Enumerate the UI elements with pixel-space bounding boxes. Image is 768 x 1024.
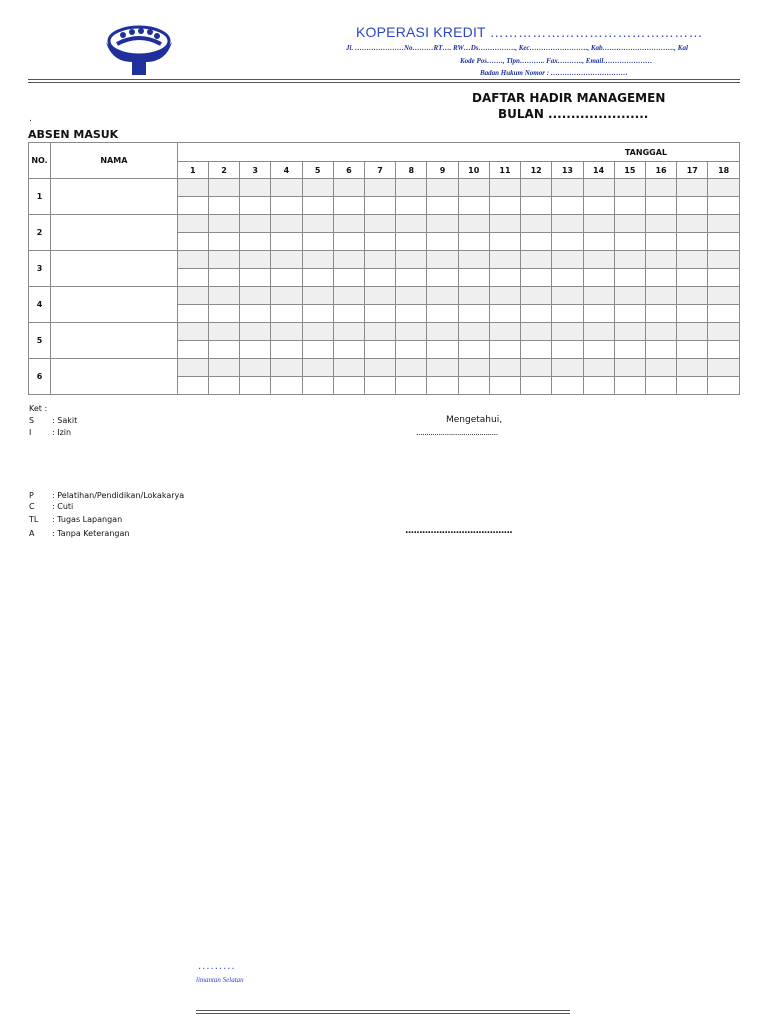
attendance-cell[interactable] (240, 323, 271, 341)
attendance-cell[interactable] (583, 323, 614, 341)
attendance-cell[interactable] (552, 233, 583, 251)
attendance-cell[interactable] (708, 341, 740, 359)
attendance-cell[interactable] (489, 341, 520, 359)
attendance-cell[interactable] (333, 305, 364, 323)
contact-line: Kode Pos……., Tlpn……….. Fax……….., Email………………… (460, 57, 653, 65)
legend-key: C (29, 502, 35, 511)
header-divider (28, 82, 740, 83)
col-name-header: NAMA (51, 143, 178, 179)
attendance-cell[interactable] (177, 233, 208, 251)
attendance-cell[interactable] (302, 287, 333, 305)
attendance-cell[interactable] (333, 251, 364, 269)
footer-dots: ......... (198, 961, 236, 972)
attendance-cell[interactable] (208, 215, 239, 233)
row-number: 1 (29, 179, 51, 215)
attendance-cell[interactable] (677, 197, 708, 215)
attendance-cell[interactable] (208, 287, 239, 305)
day-header: 10 (458, 162, 489, 179)
attendance-cell[interactable] (552, 359, 583, 377)
attendance-cell[interactable] (552, 179, 583, 197)
attendance-cell[interactable] (364, 341, 395, 359)
attendance-cell[interactable] (521, 251, 552, 269)
signature-name-line: ...................................... (405, 526, 513, 536)
day-header: 4 (271, 162, 302, 179)
attendance-cell[interactable] (583, 377, 614, 395)
name-cell[interactable] (51, 215, 178, 251)
attendance-cell[interactable] (333, 197, 364, 215)
attendance-cell[interactable] (645, 233, 676, 251)
day-header: 15 (614, 162, 645, 179)
document-month: BULAN ...................... (498, 107, 649, 121)
day-header: 16 (645, 162, 676, 179)
row-number: 3 (29, 251, 51, 287)
attendance-cell[interactable] (708, 287, 740, 305)
attendance-cell[interactable] (396, 215, 427, 233)
attendance-cell[interactable] (645, 305, 676, 323)
attendance-cell[interactable] (645, 179, 676, 197)
attendance-cell[interactable] (302, 269, 333, 287)
attendance-cell[interactable] (302, 233, 333, 251)
day-header: 6 (333, 162, 364, 179)
attendance-cell[interactable] (583, 179, 614, 197)
row-number: 2 (29, 215, 51, 251)
attendance-cell[interactable] (427, 233, 458, 251)
attendance-cell[interactable] (302, 179, 333, 197)
attendance-cell[interactable] (302, 359, 333, 377)
attendance-cell[interactable] (458, 197, 489, 215)
attendance-cell[interactable] (396, 287, 427, 305)
attendance-cell[interactable] (458, 233, 489, 251)
attendance-cell[interactable] (427, 323, 458, 341)
attendance-cell[interactable] (614, 341, 645, 359)
attendance-cell[interactable] (364, 233, 395, 251)
attendance-cell[interactable] (645, 251, 676, 269)
attendance-cell[interactable] (458, 377, 489, 395)
attendance-cell[interactable] (177, 251, 208, 269)
table-row (29, 179, 740, 197)
address-line: Jl. …………………No………RT…. RW…Ds……………., Kec……………………., Kab…………………………., Kal (346, 44, 688, 52)
attendance-cell[interactable] (333, 233, 364, 251)
attendance-cell[interactable] (521, 359, 552, 377)
attendance-cell[interactable] (489, 215, 520, 233)
attendance-cell[interactable] (708, 377, 740, 395)
attendance-cell[interactable] (396, 359, 427, 377)
attendance-cell[interactable] (708, 197, 740, 215)
attendance-cell[interactable] (208, 323, 239, 341)
attendance-cell[interactable] (302, 341, 333, 359)
attendance-cell[interactable] (333, 359, 364, 377)
attendance-cell[interactable] (177, 215, 208, 233)
attendance-cell[interactable] (645, 287, 676, 305)
row-number: 5 (29, 323, 51, 359)
attendance-cell[interactable] (271, 305, 302, 323)
attendance-cell[interactable] (677, 215, 708, 233)
attendance-cell[interactable] (708, 305, 740, 323)
attendance-cell[interactable] (677, 251, 708, 269)
attendance-cell[interactable] (552, 287, 583, 305)
attendance-cell[interactable] (458, 305, 489, 323)
legend-label: : Cuti (52, 502, 74, 511)
attendance-cell[interactable] (240, 359, 271, 377)
attendance-cell[interactable] (396, 197, 427, 215)
attendance-cell[interactable] (208, 251, 239, 269)
table-row (29, 215, 740, 233)
attendance-cell[interactable] (521, 197, 552, 215)
section-title: ABSEN MASUK (28, 128, 119, 141)
attendance-cell[interactable] (208, 233, 239, 251)
attendance-cell[interactable] (489, 179, 520, 197)
day-header: 3 (240, 162, 271, 179)
name-cell[interactable] (51, 287, 178, 323)
attendance-cell[interactable] (364, 269, 395, 287)
attendance-cell[interactable] (645, 215, 676, 233)
attendance-cell[interactable] (177, 359, 208, 377)
attendance-cell[interactable] (271, 269, 302, 287)
col-date-group-header: TANGGAL (177, 143, 739, 162)
table-row (29, 287, 740, 305)
legend-key: A (29, 529, 35, 538)
attendance-cell[interactable] (614, 197, 645, 215)
attendance-cell[interactable] (677, 305, 708, 323)
legend-heading: Ket : (29, 404, 48, 413)
attendance-cell[interactable] (177, 287, 208, 305)
legend-label: : Pelatihan/Pendidikan/Lokakarya (52, 491, 185, 500)
attendance-cell[interactable] (302, 251, 333, 269)
attendance-cell[interactable] (645, 323, 676, 341)
attendance-cell[interactable] (458, 215, 489, 233)
attendance-cell[interactable] (489, 359, 520, 377)
attendance-cell[interactable] (427, 215, 458, 233)
day-header: 18 (708, 162, 740, 179)
attendance-cell[interactable] (583, 233, 614, 251)
attendance-cell[interactable] (240, 377, 271, 395)
legend-item (29, 416, 77, 425)
name-cell[interactable] (51, 359, 178, 395)
attendance-cell[interactable] (614, 179, 645, 197)
attendance-cell[interactable] (677, 287, 708, 305)
attendance-cell[interactable] (708, 269, 740, 287)
row-number: 4 (29, 287, 51, 323)
attendance-cell[interactable] (271, 323, 302, 341)
attendance-cell[interactable] (427, 341, 458, 359)
attendance-cell[interactable] (614, 233, 645, 251)
col-no-header: NO. (29, 143, 51, 179)
attendance-cell[interactable] (645, 341, 676, 359)
attendance-cell[interactable] (489, 269, 520, 287)
attendance-cell[interactable] (177, 341, 208, 359)
footer-divider (196, 1013, 570, 1014)
attendance-cell[interactable] (521, 377, 552, 395)
attendance-cell[interactable] (521, 305, 552, 323)
attendance-cell[interactable] (614, 305, 645, 323)
attendance-cell[interactable] (645, 197, 676, 215)
attendance-cell[interactable] (552, 377, 583, 395)
attendance-cell[interactable] (427, 305, 458, 323)
legend-label: : Tanpa Keterangan (52, 529, 130, 538)
attendance-table (28, 142, 740, 395)
attendance-cell[interactable] (552, 341, 583, 359)
day-header: 8 (396, 162, 427, 179)
attendance-cell[interactable] (552, 305, 583, 323)
day-header: 5 (302, 162, 333, 179)
attendance-cell[interactable] (489, 305, 520, 323)
attendance-cell[interactable] (396, 341, 427, 359)
name-cell[interactable] (51, 179, 178, 215)
attendance-cell[interactable] (364, 251, 395, 269)
document-title: DAFTAR HADIR MANAGEMEN (472, 91, 666, 105)
attendance-cell[interactable] (614, 377, 645, 395)
attendance-cell[interactable] (271, 341, 302, 359)
attendance-cell[interactable] (302, 323, 333, 341)
legend-label: : Sakit (52, 416, 78, 425)
attendance-cell[interactable] (427, 359, 458, 377)
attendance-cell[interactable] (364, 323, 395, 341)
attendance-cell[interactable] (364, 197, 395, 215)
attendance-cell[interactable] (677, 269, 708, 287)
attendance-cell[interactable] (364, 359, 395, 377)
table-header-row (29, 143, 740, 162)
day-header: 13 (552, 162, 583, 179)
name-cell[interactable] (51, 323, 178, 359)
attendance-cell[interactable] (271, 197, 302, 215)
attendance-cell[interactable] (271, 377, 302, 395)
attendance-cell[interactable] (458, 323, 489, 341)
legend-item (29, 529, 129, 538)
dot-mark: . (29, 114, 32, 124)
attendance-cell[interactable] (302, 305, 333, 323)
attendance-cell[interactable] (364, 287, 395, 305)
attendance-cell[interactable] (208, 179, 239, 197)
signature-place-line: ........................................ (416, 428, 498, 437)
attendance-cell[interactable] (333, 179, 364, 197)
legend-key: TL (29, 515, 39, 524)
attendance-cell[interactable] (302, 215, 333, 233)
attendance-cell[interactable] (677, 341, 708, 359)
signature-label: Mengetahui, (446, 415, 503, 425)
attendance-cell[interactable] (708, 359, 740, 377)
day-header: 7 (364, 162, 395, 179)
attendance-cell[interactable] (677, 377, 708, 395)
attendance-cell[interactable] (521, 323, 552, 341)
attendance-cell[interactable] (177, 305, 208, 323)
name-cell[interactable] (51, 251, 178, 287)
attendance-cell[interactable] (396, 305, 427, 323)
table-row (29, 323, 740, 341)
legend-key: S (29, 416, 35, 425)
attendance-cell[interactable] (614, 323, 645, 341)
attendance-cell[interactable] (521, 341, 552, 359)
attendance-cell[interactable] (271, 251, 302, 269)
table-row (29, 359, 740, 377)
attendance-cell[interactable] (177, 197, 208, 215)
attendance-cell[interactable] (208, 305, 239, 323)
attendance-cell[interactable] (614, 251, 645, 269)
attendance-cell[interactable] (208, 197, 239, 215)
attendance-cell[interactable] (333, 215, 364, 233)
attendance-cell[interactable] (708, 323, 740, 341)
attendance-cell[interactable] (271, 359, 302, 377)
attendance-cell[interactable] (552, 323, 583, 341)
legend-key: I (29, 428, 32, 437)
attendance-cell[interactable] (458, 287, 489, 305)
attendance-cell[interactable] (645, 377, 676, 395)
attendance-cell[interactable] (614, 287, 645, 305)
attendance-cell[interactable] (521, 215, 552, 233)
attendance-cell[interactable] (708, 233, 740, 251)
legend-item (29, 515, 122, 524)
attendance-cell[interactable] (521, 269, 552, 287)
attendance-cell[interactable] (240, 287, 271, 305)
attendance-cell[interactable] (614, 269, 645, 287)
day-header: 14 (583, 162, 614, 179)
attendance-cell[interactable] (240, 197, 271, 215)
attendance-cell[interactable] (240, 233, 271, 251)
attendance-cell[interactable] (333, 287, 364, 305)
attendance-cell[interactable] (208, 269, 239, 287)
attendance-cell[interactable] (489, 377, 520, 395)
attendance-cell[interactable] (489, 287, 520, 305)
legal-number-line: Badan Hukum Nomor : …………………………… (480, 69, 628, 77)
legend-label: : Izin (52, 428, 72, 437)
attendance-cell[interactable] (333, 341, 364, 359)
attendance-cell[interactable] (208, 359, 239, 377)
attendance-cell[interactable] (458, 359, 489, 377)
day-header: 2 (208, 162, 239, 179)
attendance-cell[interactable] (271, 179, 302, 197)
attendance-cell[interactable] (645, 269, 676, 287)
attendance-cell[interactable] (208, 341, 239, 359)
attendance-cell[interactable] (489, 323, 520, 341)
attendance-cell[interactable] (614, 215, 645, 233)
legend-label: : Tugas Lapangan (52, 515, 123, 524)
attendance-cell[interactable] (177, 179, 208, 197)
attendance-cell[interactable] (240, 251, 271, 269)
attendance-cell[interactable] (708, 179, 740, 197)
attendance-cell[interactable] (677, 233, 708, 251)
attendance-cell[interactable] (333, 323, 364, 341)
cooperative-logo-icon (100, 22, 178, 78)
day-header: 1 (177, 162, 208, 179)
attendance-cell[interactable] (396, 251, 427, 269)
attendance-cell[interactable] (427, 377, 458, 395)
org-title: KOPERASI KREDIT ……………………………………… (356, 24, 703, 40)
attendance-cell[interactable] (489, 233, 520, 251)
day-header: 11 (489, 162, 520, 179)
attendance-cell[interactable] (521, 233, 552, 251)
attendance-cell[interactable] (458, 251, 489, 269)
attendance-cell[interactable] (364, 215, 395, 233)
attendance-cell[interactable] (552, 251, 583, 269)
attendance-cell[interactable] (177, 377, 208, 395)
attendance-cell[interactable] (240, 179, 271, 197)
attendance-cell[interactable] (396, 269, 427, 287)
attendance-cell[interactable] (583, 197, 614, 215)
attendance-cell[interactable] (708, 251, 740, 269)
attendance-cell[interactable] (489, 251, 520, 269)
attendance-cell[interactable] (583, 215, 614, 233)
attendance-cell[interactable] (240, 269, 271, 287)
attendance-cell[interactable] (645, 359, 676, 377)
row-number: 6 (29, 359, 51, 395)
attendance-cell[interactable] (521, 287, 552, 305)
legend-item (29, 502, 73, 511)
attendance-cell[interactable] (302, 197, 333, 215)
attendance-cell[interactable] (614, 359, 645, 377)
attendance-cell[interactable] (583, 269, 614, 287)
attendance-cell[interactable] (396, 179, 427, 197)
attendance-cell[interactable] (240, 215, 271, 233)
table-row (29, 251, 740, 269)
attendance-cell[interactable] (552, 197, 583, 215)
attendance-cell[interactable] (677, 179, 708, 197)
attendance-cell[interactable] (458, 179, 489, 197)
attendance-cell[interactable] (364, 179, 395, 197)
attendance-cell[interactable] (427, 287, 458, 305)
attendance-cell[interactable] (583, 287, 614, 305)
attendance-cell[interactable] (677, 359, 708, 377)
attendance-cell[interactable] (583, 341, 614, 359)
legend-item (29, 491, 184, 500)
attendance-cell[interactable] (708, 215, 740, 233)
legend-item (29, 428, 71, 437)
attendance-cell[interactable] (271, 287, 302, 305)
attendance-cell[interactable] (333, 269, 364, 287)
attendance-cell[interactable] (271, 233, 302, 251)
attendance-cell[interactable] (458, 269, 489, 287)
attendance-cell[interactable] (521, 179, 552, 197)
attendance-cell[interactable] (583, 305, 614, 323)
attendance-cell[interactable] (364, 377, 395, 395)
legend-key: P (29, 491, 34, 500)
attendance-cell[interactable] (489, 197, 520, 215)
attendance-cell[interactable] (458, 341, 489, 359)
attendance-cell[interactable] (364, 305, 395, 323)
attendance-cell[interactable] (396, 323, 427, 341)
attendance-cell[interactable] (271, 215, 302, 233)
attendance-cell[interactable] (177, 269, 208, 287)
attendance-cell[interactable] (552, 269, 583, 287)
attendance-cell[interactable] (208, 377, 239, 395)
header-divider (28, 79, 740, 80)
attendance-cell[interactable] (677, 323, 708, 341)
attendance-cell[interactable] (302, 377, 333, 395)
attendance-cell[interactable] (427, 179, 458, 197)
attendance-cell[interactable] (427, 197, 458, 215)
attendance-cell[interactable] (240, 305, 271, 323)
attendance-cell[interactable] (552, 215, 583, 233)
attendance-cell[interactable] (583, 251, 614, 269)
attendance-cell[interactable] (177, 323, 208, 341)
footer-divider (196, 1010, 570, 1011)
attendance-cell[interactable] (427, 269, 458, 287)
attendance-cell[interactable] (333, 377, 364, 395)
attendance-cell[interactable] (396, 233, 427, 251)
footer-text: limantan Selatan (196, 976, 244, 984)
attendance-cell[interactable] (427, 251, 458, 269)
day-header: 12 (521, 162, 552, 179)
day-header: 17 (677, 162, 708, 179)
attendance-cell[interactable] (240, 341, 271, 359)
attendance-cell[interactable] (396, 377, 427, 395)
day-header: 9 (427, 162, 458, 179)
attendance-cell[interactable] (583, 359, 614, 377)
